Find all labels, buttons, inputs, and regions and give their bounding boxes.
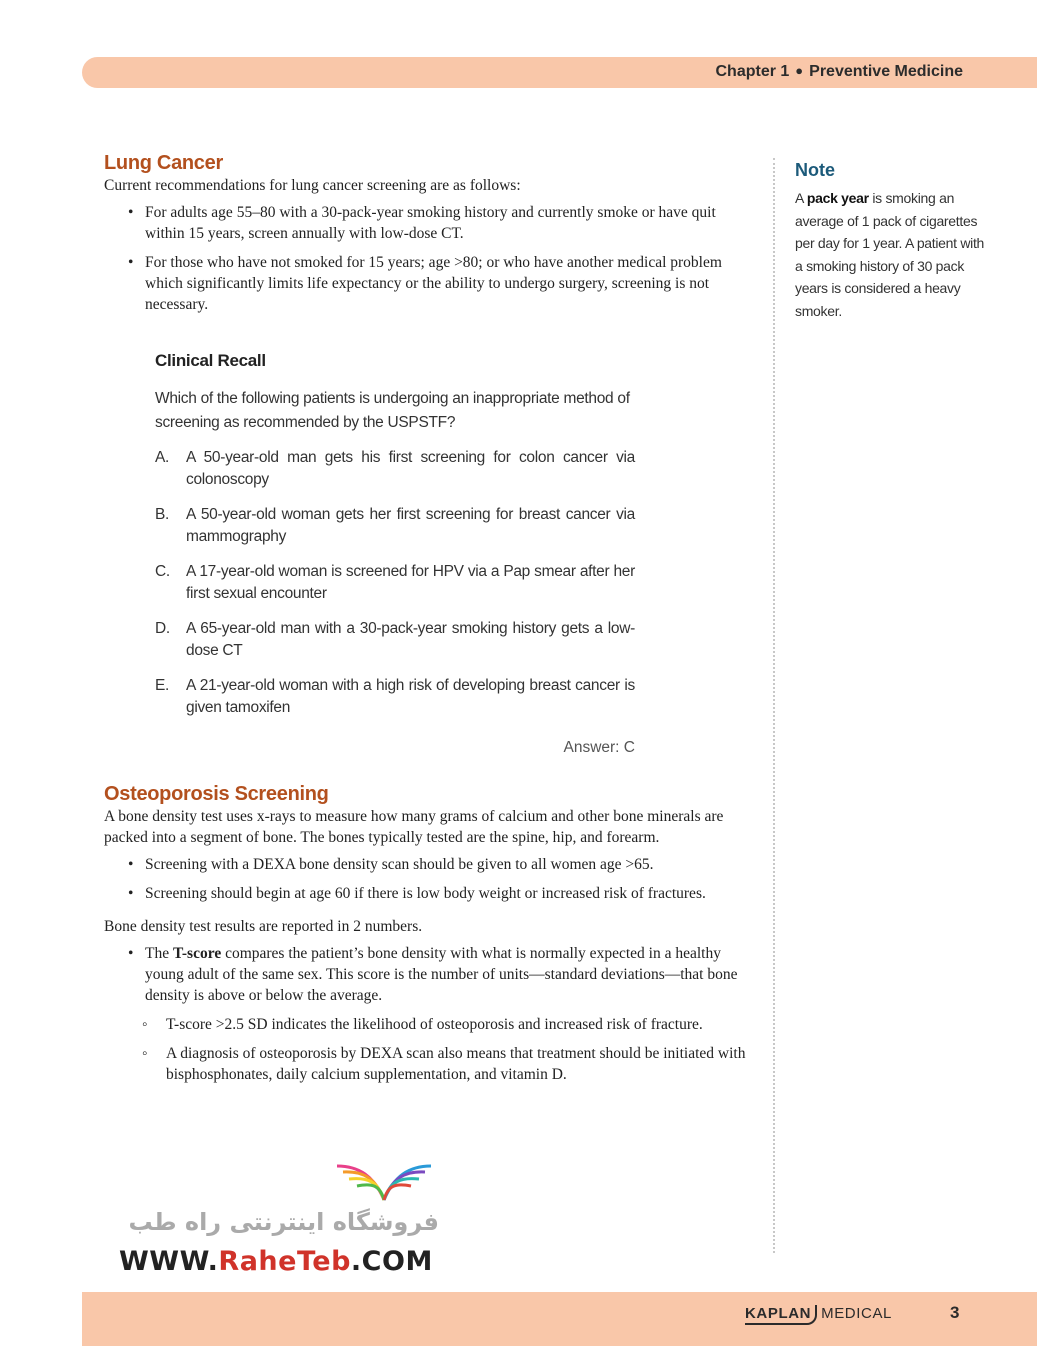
running-header <box>716 63 964 81</box>
answer-option-a: A. A 50-year-old man gets his first screening for colon cancer via colonoscopy <box>155 449 635 488</box>
header-bullet: ● <box>795 63 804 78</box>
kaplan-brand: KAPLAN <box>745 1305 817 1325</box>
answer-options <box>155 447 635 719</box>
chapter-label: Chapter 1 <box>715 63 790 80</box>
note-term: pack year <box>806 190 869 206</box>
answer-option-c: C. A 17-year-old woman is screened for HPV via a Pap smear after her first sexual encounter <box>155 563 635 602</box>
sidebar-divider <box>773 158 775 1253</box>
clinical-recall-heading: Clinical Recall <box>155 351 266 370</box>
list-item: ◦ T-score >2.5 SD indicates the likelihood of osteoporosis and increased risk of fracture. <box>104 1014 754 1035</box>
osteoporosis-heading: Osteoporosis Screening <box>104 783 329 805</box>
note-body: A pack year is smoking an average of 1 pack of cigarettes per day for 1 year. A patient with a smoking history of 30 pack years is considered a heavy smoker. <box>795 190 985 319</box>
publisher-logo <box>745 1305 892 1322</box>
tscore-term: T-score <box>172 945 222 962</box>
list-item: • For those who have not smoked for 15 years; age >80; or who have another medical problem which significantly limits life expectancy or the ability to undergo surgery, screening is not necessary. <box>104 252 754 315</box>
tscore-sublist <box>104 1014 754 1085</box>
results-intro: Bone density test results are reported in 2 numbers. <box>104 918 423 935</box>
note-sidebar <box>795 160 985 322</box>
list-item: • For adults age 55–80 with a 30-pack-year smoking history and currently smoke or have quit within 15 years, screen annually with low-dose CT. <box>104 202 754 244</box>
footer-band <box>82 1292 1037 1346</box>
answer-option-d: D. A 65-year-old man with a 30-pack-year smoking history gets a low-dose CT <box>155 620 635 659</box>
answer-key: Answer: C <box>563 739 635 756</box>
list-item: • Screening with a DEXA bone density scan should be given to all women age >65. <box>104 854 754 875</box>
lung-cancer-intro: Current recommendations for lung cancer screening are as follows: <box>104 177 521 194</box>
question-stem: Which of the following patients is undergoing an inappropriate method of screening as recommended by the USPSTF? <box>155 390 630 431</box>
lung-cancer-heading: Lung Cancer <box>104 152 223 174</box>
osteoporosis-list <box>104 854 754 904</box>
page-number: 3 <box>950 1303 960 1322</box>
osteoporosis-intro: A bone density test uses x-rays to measure how many grams of calcium and other bone minerals are packed into a segment of bone. The bones typically tested are the spine, hip, and forearm. <box>104 808 724 846</box>
watermark <box>114 1148 444 1283</box>
watermark-url: WWW.RaheTeb.COM <box>119 1246 433 1277</box>
list-item: • Screening should begin at age 60 if there is low body weight or increased risk of fractures. <box>104 883 754 904</box>
answer-option-e: E. A 21-year-old woman with a high risk of developing breast cancer is given tamoxifen <box>155 677 635 716</box>
clinical-recall-box <box>155 351 635 757</box>
answer-option-b: B. A 50-year-old woman gets her first screening for breast cancer via mammography <box>155 506 635 545</box>
watermark-persian-text: فروشگاه اینترنتی راه طب <box>128 1208 439 1236</box>
medical-label: MEDICAL <box>821 1305 892 1322</box>
book-logo-icon <box>329 1148 439 1208</box>
tscore-item: • The T-score compares the patient’s bone density with what is normally expected in a healthy young adult of the same sex. This score is the number of units—standard deviations—that bone density is above or below the average. <box>104 943 754 1006</box>
chapter-title: Preventive Medicine <box>809 63 963 80</box>
results-list <box>104 943 754 1006</box>
list-item: ◦ A diagnosis of osteoporosis by DEXA scan also means that treatment should be initiated with bisphosphonates, daily calcium supplementation, and vitamin D. <box>104 1043 754 1085</box>
lung-cancer-list <box>104 202 754 315</box>
note-heading: Note <box>795 160 835 180</box>
main-content <box>104 152 754 1093</box>
